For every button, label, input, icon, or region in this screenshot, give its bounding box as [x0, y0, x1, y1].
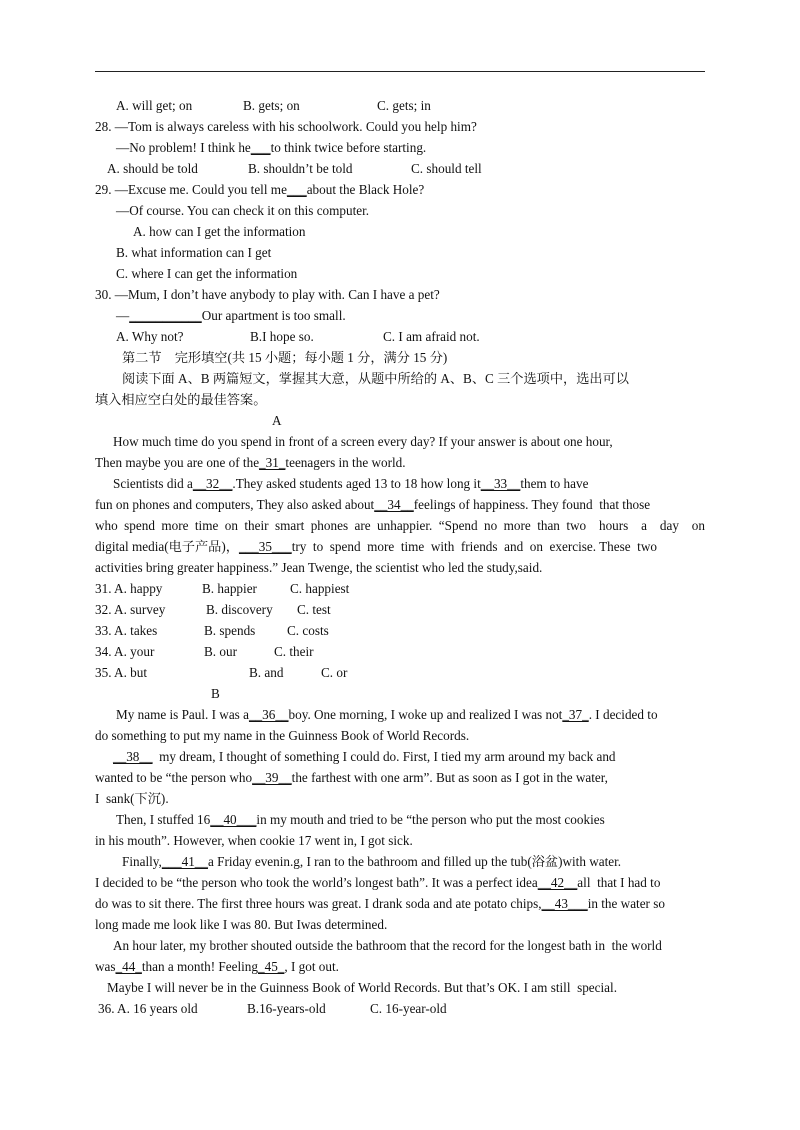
passage-a-line6-text: digital media(电子产品)， [95, 539, 239, 554]
q28-reply [116, 140, 426, 156]
passage-a-line2-text: Then maybe you are one of the [95, 455, 260, 470]
q32-option-c: C. test [297, 602, 331, 617]
passage-b-line4 [95, 770, 608, 786]
blank-38: __38__ [113, 749, 153, 764]
blank-42: __42__ [537, 875, 578, 890]
passage-b-line8-text: Finally, [122, 854, 162, 869]
blank-44: _44_ [115, 959, 142, 974]
q30-stem: 30. —Mum, I don’t have anybody to play with. Can I have a pet? [95, 287, 440, 302]
q29-option-c: C. where I can get the information [116, 266, 298, 281]
q28-stem: 28. —Tom is always careless with his schoolwork. Could you help him? [95, 119, 477, 134]
q36-option-b: B.16-years-old [247, 1001, 326, 1016]
q28-option-b: B. shouldn’t be told [248, 161, 353, 176]
passage-b-line13 [95, 959, 339, 975]
blank-34: __34__ [374, 497, 414, 512]
passage-b-line3-text: my dream, I thought of something I could do. First, I tied my arm around my back and [152, 749, 616, 764]
blank-35: ___35___ [238, 539, 292, 554]
q33-option-b: B. spends [204, 623, 256, 638]
passage-b-label: B [211, 686, 220, 701]
passage-a-line7: activities bring greater happiness.” Jean Twenge, the scientist who led the study,said. [95, 560, 543, 575]
q30-reply-end: Our apartment is too small. [201, 308, 346, 323]
q32-option-a: 32. A. survey [95, 602, 166, 617]
q28-reply-text: —No problem! I think he [116, 140, 251, 155]
passage-a-line4-text: fun on phones and computers, They also asked about [95, 497, 375, 512]
q35-option-b: B. and [249, 665, 284, 680]
passage-a-line3-mid: .They asked students aged 13 to 18 how long it [232, 476, 481, 491]
passage-b-line4-end: the farthest with one arm”. But as soon as I got in the water, [291, 770, 608, 785]
q29-option-b: B. what information can I get [116, 245, 272, 260]
blank-32: __32__ [192, 476, 233, 491]
passage-b-line5: I sank(下沉). [95, 791, 169, 806]
passage-b-line13-end: , I got out. [284, 959, 339, 974]
q28-reply-end: to think twice before starting. [270, 140, 427, 155]
passage-a-line4 [95, 497, 650, 513]
q33-option-a: 33. A. takes [95, 623, 158, 638]
q30-blank: ___________ [129, 308, 202, 323]
passage-b-line1-text: My name is Paul. I was a [116, 707, 249, 722]
q30-dash: — [116, 308, 130, 323]
passage-b-line10-end: in the water so [587, 896, 665, 911]
q28-option-a: A. should be told [107, 161, 198, 176]
q31-option-b: B. happier [202, 581, 257, 596]
passage-a-line2-end: teenagers in the world. [285, 455, 406, 470]
blank-33: __33__ [480, 476, 521, 491]
q28-option-c: C. should tell [411, 161, 482, 176]
passage-b-line9-end: all that I had to [577, 875, 661, 890]
passage-b-line13-mid: than a month! Feeling [141, 959, 258, 974]
q29-stem [95, 182, 424, 198]
q27-option-a: A. will get; on [116, 98, 193, 113]
passage-b-line9 [95, 875, 660, 891]
blank-45: _45_ [258, 959, 285, 974]
passage-a-line2 [95, 455, 406, 471]
q35-option-c: C. or [321, 665, 348, 680]
passage-a-line5 [95, 518, 705, 534]
passage-a-label: A [272, 413, 282, 428]
passage-b-line14: Maybe I will never be in the Guinness Book of World Records. But that’s OK. I am still special. [107, 980, 617, 995]
section2-instruction-line2: 填入相应空白处的最佳答案。 [95, 392, 267, 407]
q30-option-a: A. Why not? [116, 329, 184, 344]
passage-b-line1-end: . I decided to [588, 707, 658, 722]
q33-option-c: C. costs [287, 623, 329, 638]
passage-a-line3-text: Scientists did a [113, 476, 193, 491]
q35-option-a: 35. A. but [95, 665, 148, 680]
q31-option-a: 31. A. happy [95, 581, 163, 596]
q29-option-a: A. how can I get the information [133, 224, 306, 239]
q34-option-a: 34. A. your [95, 644, 155, 659]
q27-option-b: B. gets; on [243, 98, 300, 113]
q29-stem-text: 29. —Excuse me. Could you tell me [95, 182, 287, 197]
blank-37: _37_ [562, 707, 589, 722]
q30-option-c: C. I am afraid not. [383, 329, 480, 344]
passage-a-line6-end: try to spend more time with friends and on exercise. These two [291, 539, 657, 554]
q29-blank: ___ [286, 182, 307, 197]
passage-b-line1-mid: boy. One morning, I woke up and realized I was not [288, 707, 563, 722]
passage-a-line3-end: them to have [520, 476, 589, 491]
q36-option-a: 36. A. 16 years old [98, 1001, 198, 1016]
passage-b-line4-text: wanted to be “the person who [95, 770, 253, 785]
blank-40: __40___ [210, 812, 257, 827]
passage-b-line12: An hour later, my brother shouted outside the bathroom that the record for the longest bath in the world [113, 938, 662, 953]
q29-stem-end: about the Black Hole? [306, 182, 425, 197]
passage-b-line8-end: a Friday evenin.g, I ran to the bathroom and filled up the tub(浴盆)with water. [207, 854, 622, 869]
passage-b-line6-end: in my mouth and tried to be “the person who put the most cookies [256, 812, 605, 827]
q27-option-c: C. gets; in [377, 98, 431, 113]
q30-option-b: B.I hope so. [250, 329, 314, 344]
passage-a-line6 [95, 539, 657, 555]
passage-a-line1: How much time do you spend in front of a screen every day? If your answer is about one hour, [113, 434, 613, 449]
passage-b-line10-text: do was to sit there. The first three hours was great. I drank soda and ate potato chips, [95, 896, 542, 911]
q31-option-c: C. happiest [290, 581, 350, 596]
passage-b-line6-text: Then, I stuffed 16 [116, 812, 211, 827]
passage-b-line7: in his mouth”. However, when cookie 17 went in, I got sick. [95, 833, 413, 848]
passage-a-line5-text: who spend more time on their smart phones are unhappier. “Spend no more than two hours a day on [95, 518, 705, 533]
header-rule [95, 71, 705, 72]
passage-a-line4-end: feelings of happiness. They found that those [413, 497, 651, 512]
q30-reply [116, 308, 346, 324]
q32-option-b: B. discovery [206, 602, 273, 617]
passage-b-line10 [95, 896, 665, 912]
q28-blank: ___ [250, 140, 271, 155]
section2-instruction-line1: 阅读下面 A、B 两篇短文，掌握其大意，从题中所给的 A、B、C 三个选项中，选出可以 [122, 371, 629, 386]
q34-option-b: B. our [204, 644, 237, 659]
passage-b-line1 [116, 707, 658, 723]
blank-31: _31_ [259, 455, 286, 470]
passage-b-line11: long made me look like I was 80. But Iwas determined. [95, 917, 388, 932]
q34-option-c: C. their [274, 644, 314, 659]
passage-a-line3 [113, 476, 588, 492]
passage-b-line3 [113, 749, 616, 765]
q29-reply: —Of course. You can check it on this computer. [116, 203, 370, 218]
passage-b-line13-text: was [95, 959, 116, 974]
blank-41: ___41__ [161, 854, 208, 869]
blank-43: __43___ [541, 896, 588, 911]
section2-heading: 第二节 完形填空(共 15 小题；每小题 1 分，满分 15 分) [122, 350, 448, 365]
passage-b-line8 [122, 854, 621, 870]
blank-36: __36__ [248, 707, 289, 722]
q36-option-c: C. 16-year-old [370, 1001, 447, 1016]
blank-39: __39__ [252, 770, 292, 785]
passage-b-line9-text: I decided to be “the person who took the world’s longest bath”. It was a perfect idea [95, 875, 538, 890]
passage-b-line2: do something to put my name in the Guinness Book of World Records. [95, 728, 470, 743]
passage-b-line6 [116, 812, 605, 828]
